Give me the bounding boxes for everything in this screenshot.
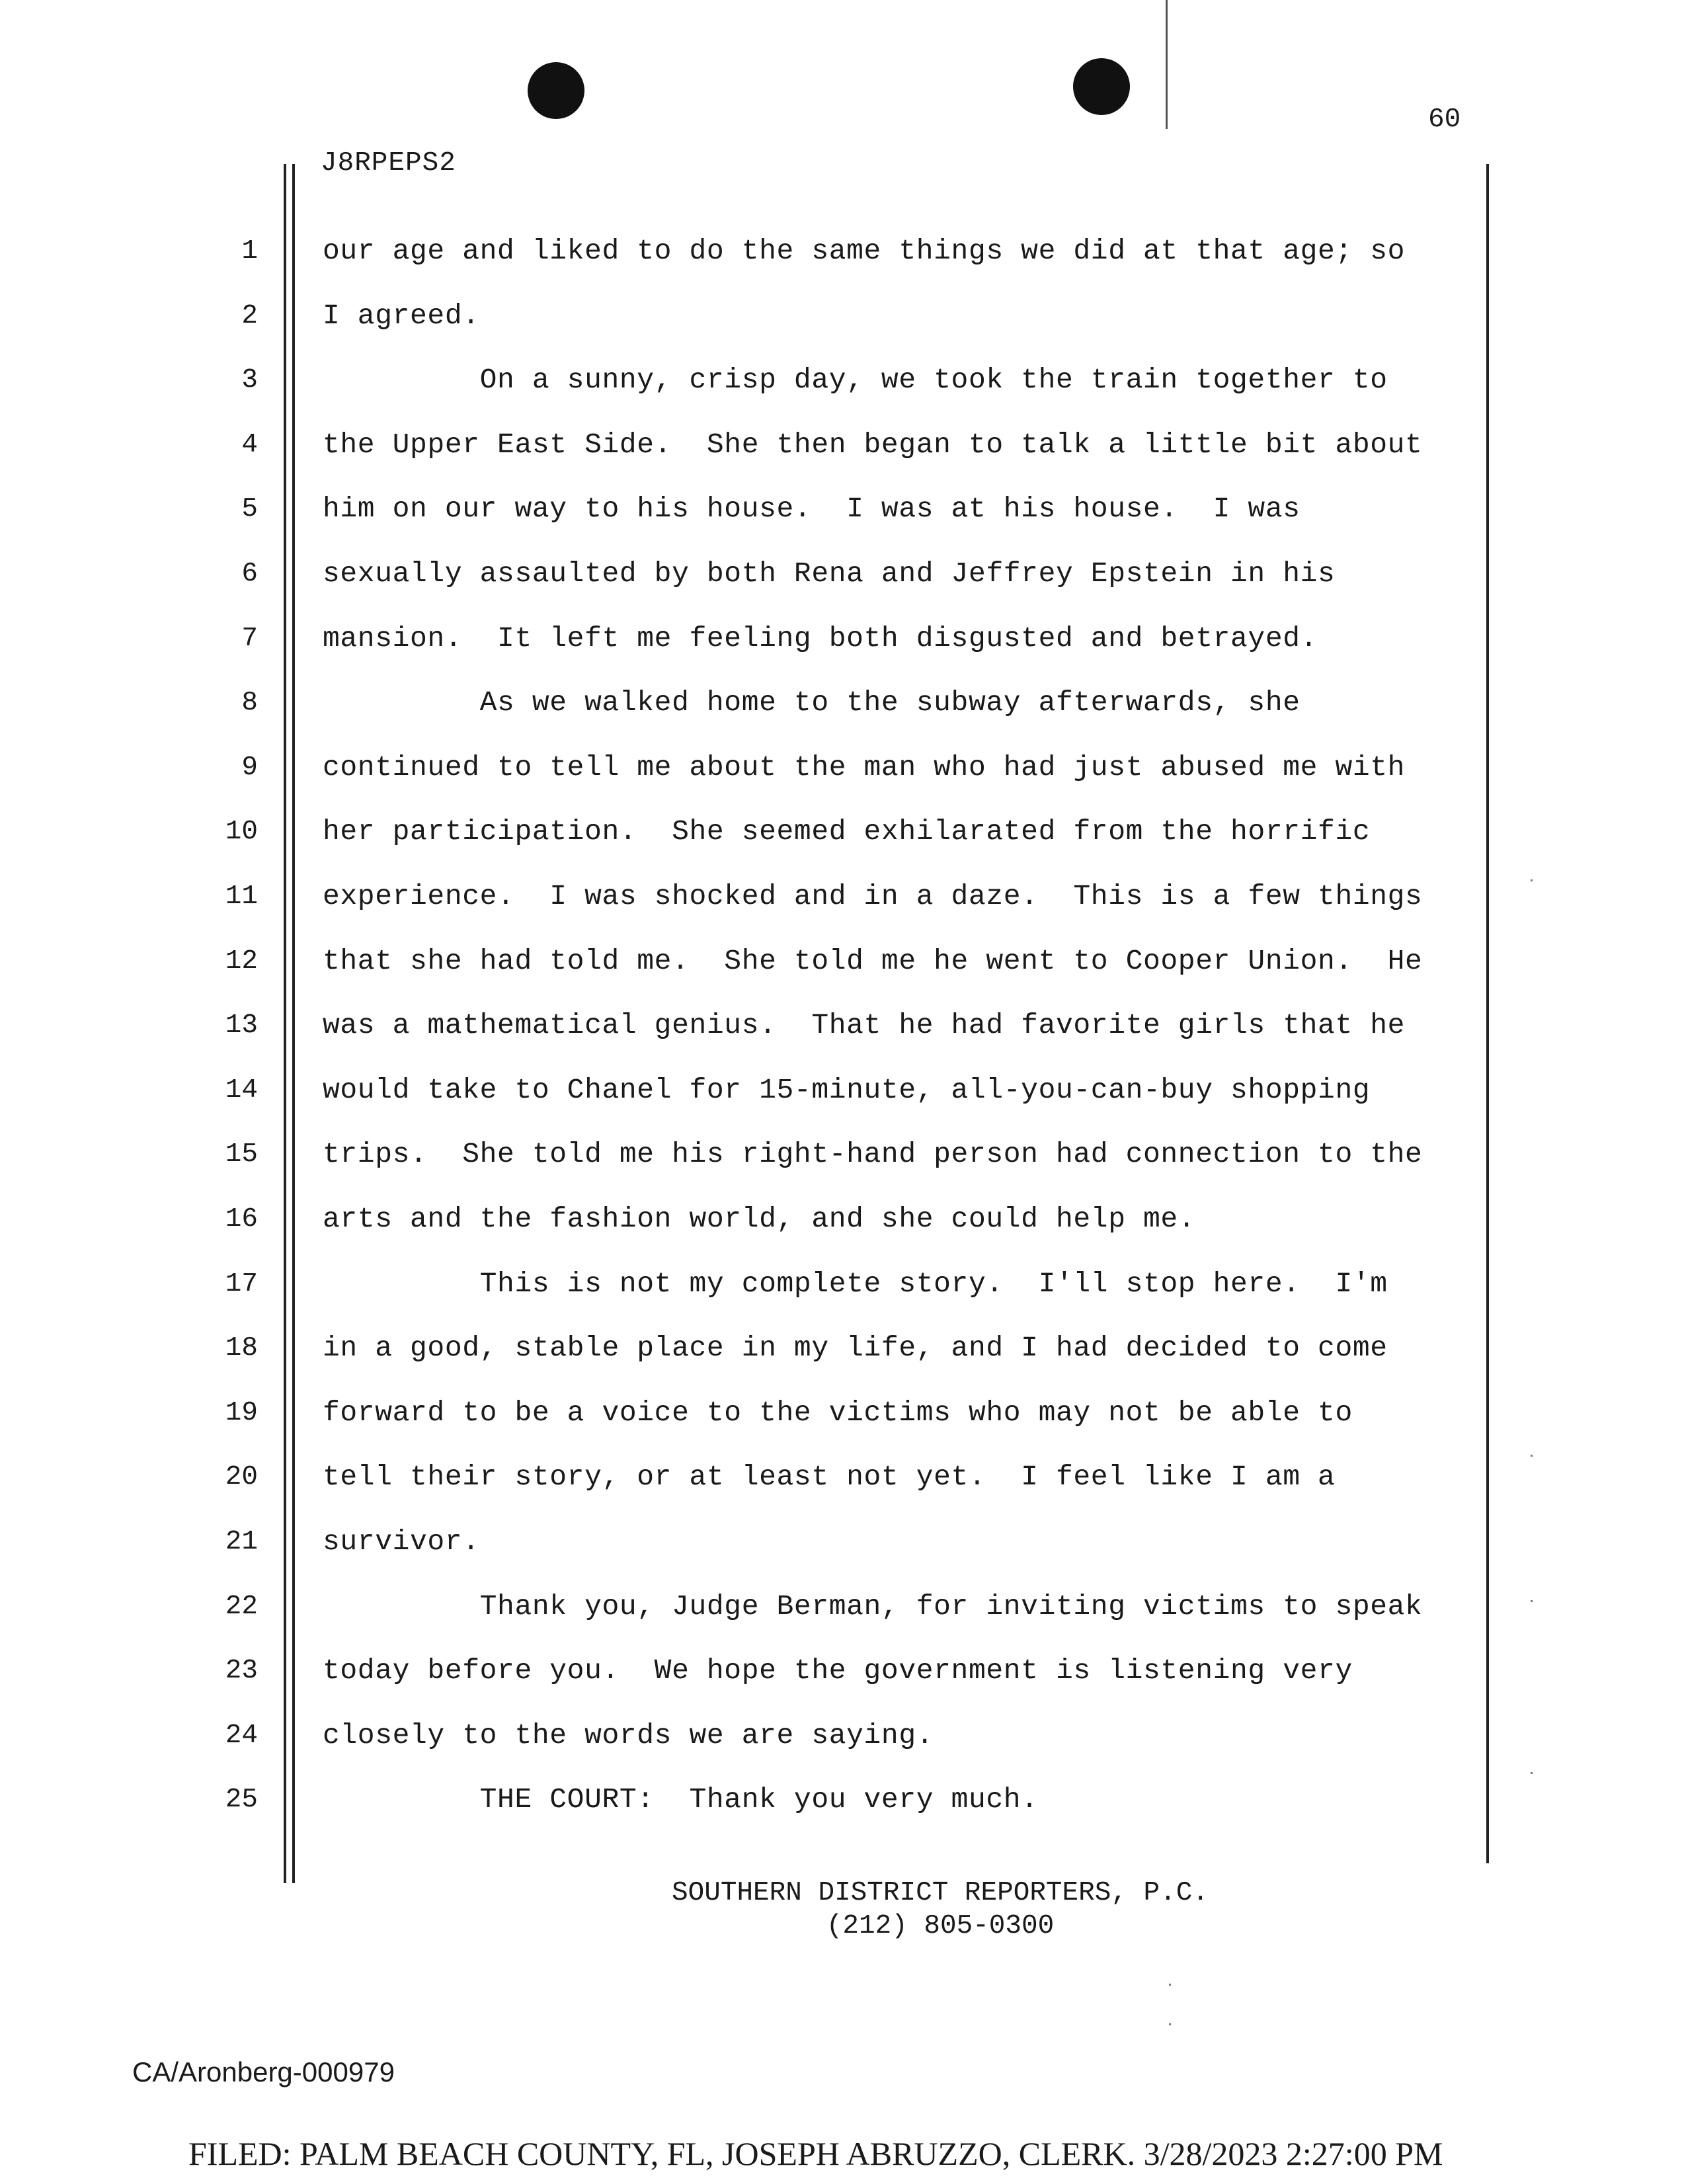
- line-number: 5: [241, 494, 258, 524]
- line-number: 20: [225, 1462, 258, 1492]
- transcript-line: On a sunny, crisp day, we took the train together to: [323, 364, 1388, 396]
- page-number: 60: [1428, 104, 1461, 135]
- line-number: 13: [225, 1010, 258, 1041]
- transcript-line: sexually assaulted by both Rena and Jeffrey Epstein in his: [323, 557, 1336, 590]
- line-number: 10: [225, 817, 258, 847]
- transcript-line: THE COURT: Thank you very much.: [323, 1783, 1039, 1816]
- right-margin-rule: [1486, 164, 1489, 1863]
- line-number: 14: [225, 1075, 258, 1106]
- transcript-line: our age and liked to do the same things we did at that age; so: [323, 235, 1406, 267]
- bates-number: CA/Aronberg-000979: [132, 2056, 395, 2087]
- transcript-line: tell their story, or at least not yet. I feel like I am a: [323, 1461, 1336, 1493]
- line-number: 6: [241, 559, 258, 589]
- punch-hole-left: [528, 62, 584, 119]
- transcript-line: forward to be a voice to the victims who may not be able to: [323, 1396, 1353, 1429]
- transcript-line: As we walked home to the subway afterwards, she: [323, 686, 1301, 719]
- line-number: 9: [241, 752, 258, 783]
- line-number: 17: [225, 1269, 258, 1299]
- transcript-line: mansion. It left me feeling both disgusted and betrayed.: [323, 622, 1318, 655]
- line-number: 19: [225, 1398, 258, 1428]
- line-number: 7: [241, 624, 258, 654]
- line-number: 25: [225, 1785, 258, 1815]
- line-number: 16: [225, 1204, 258, 1234]
- line-number: 15: [225, 1139, 258, 1170]
- footer-reporter-name: SOUTHERN DISTRICT REPORTERS, P.C.: [672, 1878, 1209, 1908]
- line-number: 24: [225, 1720, 258, 1751]
- scan-speck: [1531, 1455, 1533, 1457]
- transcript-line: her participation. She seemed exhilarated from the horrific: [323, 815, 1371, 848]
- line-number: 8: [241, 688, 258, 718]
- line-number: 18: [225, 1333, 258, 1363]
- transcript-line: was a mathematical genius. That he had favorite girls that he: [323, 1009, 1406, 1041]
- left-margin-rule-outer: [284, 164, 286, 1883]
- line-number: 11: [225, 881, 258, 912]
- line-number: 12: [225, 946, 258, 977]
- transcript-line: closely to the words we are saying.: [323, 1719, 934, 1752]
- line-number: 1: [241, 236, 258, 266]
- line-number: 23: [225, 1656, 258, 1686]
- transcript-line: continued to tell me about the man who had just abused me with: [323, 751, 1406, 784]
- scan-speck: [1169, 2023, 1171, 2025]
- transcript-line: I agreed.: [323, 300, 480, 332]
- transcript-line: that she had told me. She told me he went to Cooper Union. He: [323, 945, 1423, 977]
- scan-speck: [1531, 879, 1533, 881]
- transcript-line: today before you. We hope the government is listening very: [323, 1654, 1353, 1687]
- scan-speck: [1531, 1772, 1533, 1774]
- line-number: 2: [241, 301, 258, 331]
- line-number: 21: [225, 1527, 258, 1557]
- footer-reporter-phone: (212) 805-0300: [826, 1911, 1055, 1941]
- transcript-line: This is not my complete story. I'll stop here. I'm: [323, 1268, 1388, 1300]
- filed-stamp: FILED: PALM BEACH COUNTY, FL, JOSEPH ABRUZZO, CLERK. 3/28/2023 2:27:00 PM: [188, 2135, 1443, 2172]
- transcript-line: survivor.: [323, 1525, 480, 1558]
- line-number: 4: [241, 430, 258, 460]
- header-code: J8RPEPS2: [321, 148, 456, 179]
- punch-hole-right: [1073, 58, 1130, 115]
- transcript-line: experience. I was shocked and in a daze. This is a few things: [323, 880, 1423, 912]
- transcript-line: in a good, stable place in my life, and I had decided to come: [323, 1332, 1388, 1364]
- transcript-line: Thank you, Judge Berman, for inviting victims to speak: [323, 1590, 1423, 1623]
- transcript-line: the Upper East Side. She then began to talk a little bit about: [323, 428, 1423, 461]
- line-number: 22: [225, 1592, 258, 1622]
- transcript-line: him on our way to his house. I was at his house. I was: [323, 493, 1301, 525]
- scan-speck: [1531, 1600, 1533, 1602]
- transcript-line: trips. She told me his right-hand person had connection to the: [323, 1138, 1423, 1170]
- line-number: 3: [241, 365, 258, 395]
- scan-speck: [1169, 1984, 1171, 1986]
- left-margin-rule-inner: [292, 164, 295, 1883]
- transcript-line: arts and the fashion world, and she could help me.: [323, 1203, 1196, 1235]
- scan-artifact-line: [1166, 0, 1168, 129]
- transcript-line: would take to Chanel for 15-minute, all-you-can-buy shopping: [323, 1074, 1371, 1106]
